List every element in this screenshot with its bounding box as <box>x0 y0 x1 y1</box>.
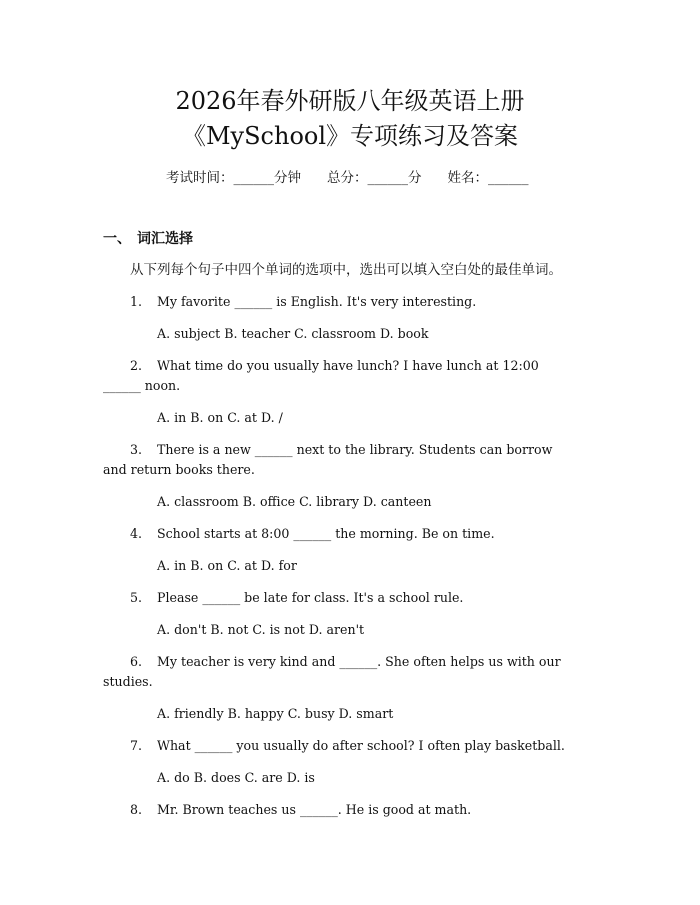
question-5-options: A. don't B. not C. is not D. aren't <box>157 622 365 637</box>
exam-time-field: 考试时间：______分钟 <box>166 170 301 186</box>
question-3-continuation: and return books there. <box>103 462 255 477</box>
question-number: 8. <box>130 802 143 817</box>
question-6-continuation: studies. <box>103 674 153 689</box>
document-title-line-2: 《MySchool》专项练习及答案 <box>181 122 519 150</box>
question-2-continuation: ______ noon. <box>103 378 181 393</box>
question-text: My teacher is very kind and ______. She often helps us with our <box>157 654 561 669</box>
exam-info-line <box>166 168 529 188</box>
question-number: 2. <box>130 358 143 373</box>
question-text: Please ______ be late for class. It's a school rule. <box>157 590 464 605</box>
question-text: School starts at 8:00 ______ the morning. Be on time. <box>157 526 495 541</box>
question-5 <box>130 588 463 608</box>
question-4 <box>130 524 495 544</box>
question-number: 5. <box>130 590 143 605</box>
question-7 <box>130 736 565 756</box>
section-instruction: 从下列每个句子中四个单词的选项中，选出可以填入空白处的最佳单词。 <box>130 262 562 278</box>
question-8 <box>130 800 471 820</box>
question-7-options: A. do B. does C. are D. is <box>157 770 315 785</box>
question-3 <box>130 440 552 460</box>
total-score-field: 总分：______分 <box>327 170 422 186</box>
question-text: There is a new ______ next to the library. Students can borrow <box>157 442 553 457</box>
question-number: 1. <box>130 294 143 309</box>
question-number: 7. <box>130 738 143 753</box>
question-1-options: A. subject B. teacher C. classroom D. book <box>157 326 429 341</box>
question-number: 3. <box>130 442 143 457</box>
question-1 <box>130 292 476 312</box>
name-field: 姓名：______ <box>447 170 529 186</box>
question-4-options: A. in B. on C. at D. for <box>157 558 297 573</box>
question-text: My favorite ______ is English. It's very interesting. <box>157 294 477 309</box>
question-6 <box>130 652 561 672</box>
section-title: 词汇选择 <box>137 231 193 247</box>
question-text: Mr. Brown teaches us ______. He is good at math. <box>157 802 472 817</box>
section-heading <box>103 229 193 249</box>
question-number: 4. <box>130 526 143 541</box>
question-text: What ______ you usually do after school? I often play basketball. <box>157 738 565 753</box>
question-2 <box>130 356 539 376</box>
question-6-options: A. friendly B. happy C. busy D. smart <box>157 706 394 721</box>
document-title-line-1: 2026年春外研版八年级英语上册 <box>175 87 525 115</box>
question-number: 6. <box>130 654 143 669</box>
section-number: 一、 <box>103 231 131 247</box>
question-2-options: A. in B. on C. at D. / <box>157 410 283 425</box>
question-3-options: A. classroom B. office C. library D. canteen <box>157 494 432 509</box>
question-text: What time do you usually have lunch? I have lunch at 12:00 <box>157 358 539 373</box>
